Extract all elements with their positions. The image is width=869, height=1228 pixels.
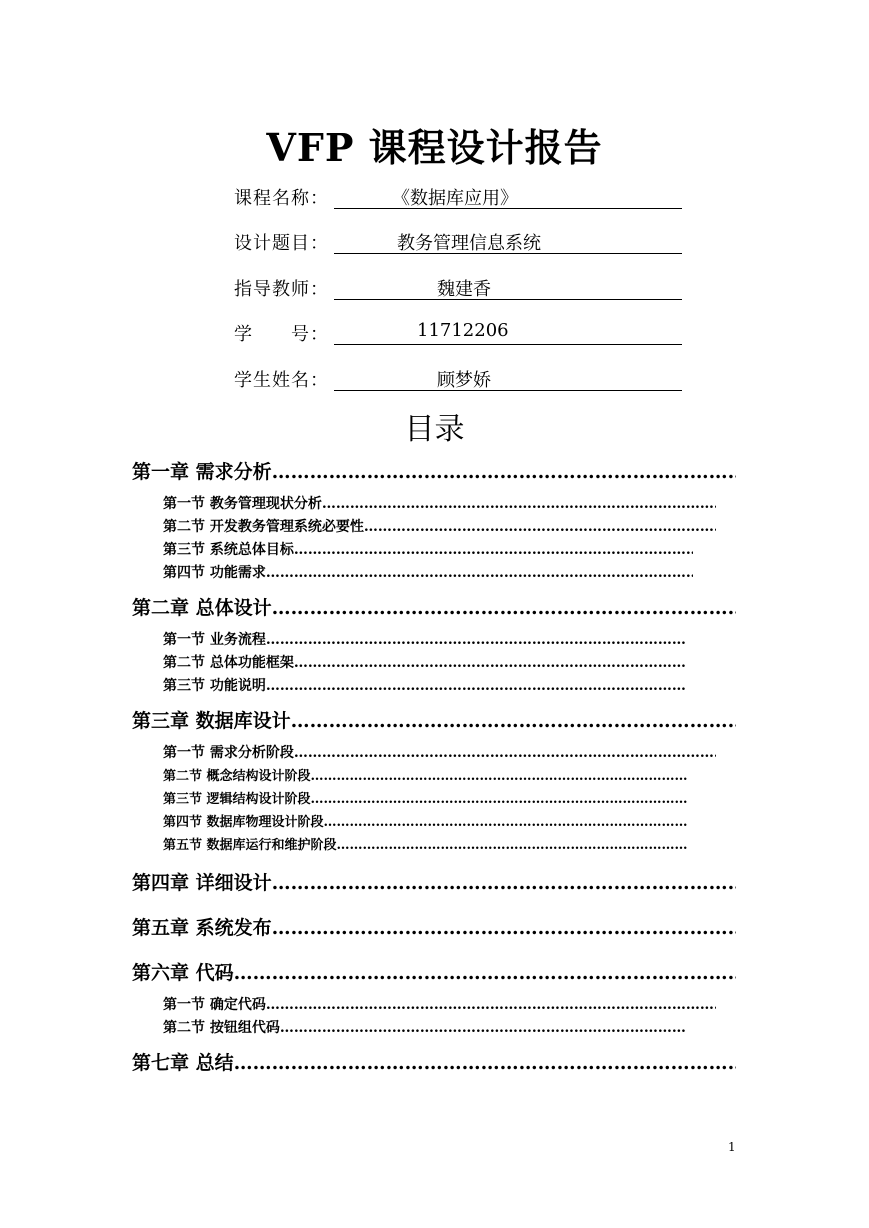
toc-leader (234, 962, 736, 984)
toc-leader (272, 461, 736, 483)
toc-leader (266, 678, 687, 694)
report-title: VFP 课程设计报告 (266, 125, 603, 170)
toc-section[interactable] (163, 493, 716, 513)
student-name-label: 学生姓名： (234, 370, 329, 391)
toc-chapter-4[interactable] (132, 868, 736, 894)
toc-leader (280, 1020, 687, 1036)
toc-leader (272, 917, 736, 939)
toc-section-label: 第三节 功能说明 (163, 678, 266, 694)
toc-section[interactable] (163, 994, 716, 1014)
toc-leader (294, 745, 716, 761)
info-course (234, 184, 684, 210)
toc-leader (234, 1052, 736, 1074)
toc-section[interactable] (163, 675, 687, 695)
toc-chapter-6[interactable] (132, 958, 736, 984)
toc-leader (266, 997, 716, 1013)
toc-section[interactable] (163, 516, 716, 536)
toc-chapter-5[interactable] (132, 913, 736, 939)
toc-section[interactable] (163, 811, 687, 831)
toc-section-label: 第一节 教务管理现状分析 (163, 496, 322, 512)
toc-chapter-2[interactable] (132, 593, 736, 619)
course-value: 《数据库应用》 (392, 188, 518, 209)
toc-section-label: 第一节 需求分析阶段 (163, 745, 294, 761)
info-student-name (234, 366, 684, 392)
toc-leader (322, 496, 716, 512)
toc-leader (337, 838, 687, 853)
toc-section[interactable] (163, 788, 687, 808)
toc-chapter-label: 第六章 代码 (132, 962, 234, 984)
toc-leader (311, 769, 687, 784)
student-id-label: 学 号： (234, 324, 329, 345)
toc-title: 目录 (404, 412, 465, 447)
toc-section[interactable] (163, 1017, 687, 1037)
topic-label: 设计题目： (234, 233, 329, 254)
toc-chapter-label: 第四章 详细设计 (132, 872, 272, 894)
toc-section[interactable] (163, 652, 687, 672)
toc-leader (266, 632, 687, 648)
teacher-value: 魏建香 (437, 279, 491, 300)
toc-section-label: 第二节 按钮组代码 (163, 1020, 280, 1036)
teacher-label: 指导教师： (234, 279, 329, 300)
toc-section[interactable] (163, 834, 687, 854)
info-student-id (234, 320, 684, 346)
toc-section-label: 第二节 概念结构设计阶段 (163, 769, 311, 784)
toc-section-label: 第二节 开发教务管理系统必要性 (163, 519, 364, 535)
toc-leader (291, 710, 736, 732)
toc-section-label: 第一节 业务流程 (163, 632, 266, 648)
toc-chapter-label: 第一章 需求分析 (132, 461, 272, 483)
toc-section-label: 第三节 系统总体目标 (163, 542, 294, 558)
toc-leader (272, 597, 736, 619)
toc-section-label: 第二节 总体功能框架 (163, 655, 294, 671)
topic-value: 教务管理信息系统 (397, 233, 541, 254)
toc-section[interactable] (163, 539, 693, 559)
page-number: 1 (728, 1140, 736, 1154)
toc-section-label: 第三节 逻辑结构设计阶段 (163, 792, 311, 807)
toc-chapter-label: 第五章 系统发布 (132, 917, 272, 939)
toc-leader (324, 815, 687, 830)
toc-section[interactable] (163, 629, 687, 649)
course-label: 课程名称： (234, 188, 329, 209)
toc-leader (294, 655, 687, 671)
student-name-value: 顾梦娇 (437, 370, 491, 391)
toc-leader (364, 519, 716, 535)
toc-section-label: 第五节 数据库运行和维护阶段 (163, 838, 337, 853)
toc-leader (294, 542, 693, 558)
toc-leader (266, 565, 693, 581)
toc-chapter-3[interactable] (132, 706, 736, 732)
student-id-value-line (334, 320, 682, 345)
toc-leader (311, 792, 687, 807)
toc-chapter-label: 第三章 数据库设计 (132, 710, 291, 732)
toc-section[interactable] (163, 562, 693, 582)
course-value-line (334, 184, 682, 209)
toc-chapter-1[interactable] (132, 457, 736, 483)
toc-chapter-label: 第二章 总体设计 (132, 597, 272, 619)
toc-chapter-label: 第七章 总结 (132, 1052, 234, 1074)
toc-section-label: 第一节 确定代码 (163, 997, 266, 1013)
toc-chapter-7[interactable] (132, 1048, 736, 1074)
topic-value-line (334, 229, 682, 254)
toc-section-label: 第四节 数据库物理设计阶段 (163, 815, 324, 830)
teacher-value-line (334, 275, 682, 300)
student-name-value-line (334, 366, 682, 391)
student-id-value: 11712206 (417, 320, 509, 341)
info-topic (234, 229, 684, 255)
info-teacher (234, 275, 684, 301)
toc-section[interactable] (163, 765, 687, 785)
toc-section[interactable] (163, 742, 716, 762)
toc-leader (272, 872, 736, 894)
toc-section-label: 第四节 功能需求 (163, 565, 266, 581)
